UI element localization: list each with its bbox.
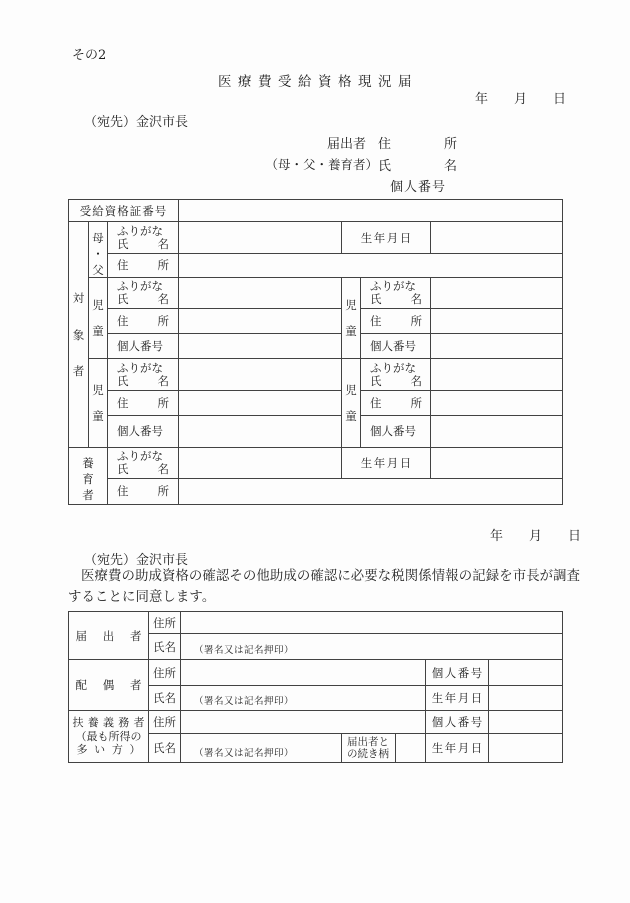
declarant-address-label: 住所 <box>149 612 181 634</box>
child1-id-field[interactable] <box>179 334 342 359</box>
child3-name-label: ふりがな 氏 名 <box>108 359 179 391</box>
furigana-label: ふりがな <box>117 279 163 293</box>
child1-name-label: ふりがな 氏 名 <box>108 278 179 309</box>
group-label-taishosha: 対 象 者 <box>69 222 89 448</box>
child2-address-label: 住 所 <box>361 309 431 334</box>
date-line-2[interactable]: 年 月 日 <box>490 529 582 544</box>
parent-type-label: 母 ・ 父 <box>89 222 108 278</box>
submitter-role-label: 届出者 <box>327 137 367 152</box>
consent-table <box>68 611 563 763</box>
parent-birthdate-label: 生年月日 <box>342 222 431 254</box>
form-title: 医療費受給資格現況届 <box>218 74 418 90</box>
parent-birthdate-field[interactable] <box>431 222 563 254</box>
spouse-address-label: 住所 <box>149 660 181 686</box>
receipt-number-field[interactable] <box>179 200 563 222</box>
spouse-address-field[interactable] <box>181 660 426 686</box>
child4-name-label: ふりがな 氏 名 <box>361 359 431 391</box>
child3-id-label: 個人番号 <box>108 416 179 448</box>
declarant-name-field[interactable] <box>181 634 563 660</box>
spouse-label: 配 偶 者 <box>69 660 149 711</box>
spouse-birthdate-label: 生年月日 <box>426 686 489 711</box>
guardian-birthdate-label: 生年月日 <box>342 448 431 479</box>
dependent-address-label: 住所 <box>149 711 181 734</box>
furigana-label: ふりがな <box>370 279 416 293</box>
child2-id-field[interactable] <box>431 334 563 359</box>
consent-statement: 医療費の助成資格の確認その他助成の確認に必要な税関係情報の記録を市長が調査することに同意します。 <box>68 569 581 605</box>
guardian-name-label: ふりがな 氏 名 <box>108 448 179 479</box>
parent-name-label: ふりがな 氏 名 <box>108 222 179 254</box>
dependent-name-field[interactable] <box>181 734 342 763</box>
child2-id-label: 個人番号 <box>361 334 431 359</box>
guardian-type-label: 養 育 者 <box>69 448 108 505</box>
submitter-id-label: 個人番号 <box>390 180 447 195</box>
child1-type-label: 児 童 <box>89 278 108 359</box>
declarant-name-label: 氏名 <box>149 634 181 660</box>
child1-name-field[interactable] <box>179 278 342 309</box>
child4-type-label: 児 童 <box>342 359 361 448</box>
dependent-address-field[interactable] <box>181 711 426 734</box>
dependent-birthdate-label: 生年月日 <box>426 734 489 763</box>
parent-address-field[interactable] <box>179 254 563 278</box>
child3-type-label: 児 童 <box>89 359 108 448</box>
dependent-id-field[interactable] <box>489 711 563 734</box>
signature-note: （署名又は記名押印） <box>194 645 295 656</box>
page-number-label: その2 <box>72 48 107 63</box>
child4-id-label: 個人番号 <box>361 416 431 448</box>
spouse-name-label: 氏名 <box>149 686 181 711</box>
addressee-line-1: （宛先）金沢市長 <box>84 115 189 130</box>
child4-id-field[interactable] <box>431 416 563 448</box>
spouse-birthdate-field[interactable] <box>489 686 563 711</box>
declarant-address-field[interactable] <box>181 612 563 634</box>
child3-address-field[interactable] <box>179 391 342 416</box>
signature-note: （署名又は記名押印） <box>194 696 295 707</box>
relationship-label: 届出者との続き柄 <box>342 734 396 763</box>
declarant-label: 届 出 者 <box>69 612 149 660</box>
child1-address-field[interactable] <box>179 309 342 334</box>
dependent-birthdate-field[interactable] <box>489 734 563 763</box>
child2-type-label: 児 童 <box>342 278 361 359</box>
dependent-label: 扶 養 義 務 者 （最も所得の 多 い 方 ） <box>69 711 149 763</box>
spouse-id-field[interactable] <box>489 660 563 686</box>
child1-address-label: 住 所 <box>108 309 179 334</box>
spouse-id-label: 個人番号 <box>426 660 489 686</box>
child4-address-field[interactable] <box>431 391 563 416</box>
guardian-address-label: 住 所 <box>108 479 179 505</box>
dependent-id-label: 個人番号 <box>426 711 489 734</box>
child2-address-field[interactable] <box>431 309 563 334</box>
furigana-label: ふりがな <box>117 360 163 375</box>
status-report-table <box>68 199 563 505</box>
child4-address-label: 住 所 <box>361 391 431 416</box>
submitter-role-sub-label: （母・父・養育者） <box>265 157 378 172</box>
child1-id-label: 個人番号 <box>108 334 179 359</box>
child3-id-field[interactable] <box>179 416 342 448</box>
submitter-name-label: 氏 名 <box>378 159 457 174</box>
child2-name-label: ふりがな 氏 名 <box>361 278 431 309</box>
child2-name-field[interactable] <box>431 278 563 309</box>
guardian-name-field[interactable] <box>179 448 342 479</box>
furigana-label: ふりがな <box>370 360 416 375</box>
parent-address-label: 住 所 <box>108 254 179 278</box>
submitter-address-label: 住 所 <box>378 137 457 152</box>
signature-note: （署名又は記名押印） <box>194 748 295 759</box>
addressee-line-2: （宛先）金沢市長 <box>84 553 189 568</box>
child3-name-field[interactable] <box>179 359 342 391</box>
dependent-name-label: 氏名 <box>149 734 181 763</box>
child3-address-label: 住 所 <box>108 391 179 416</box>
guardian-birthdate-field[interactable] <box>431 448 563 479</box>
furigana-label: ふりがな <box>117 223 163 238</box>
date-line-1[interactable]: 年 月 日 <box>475 92 567 107</box>
child4-name-field[interactable] <box>431 359 563 391</box>
guardian-address-field[interactable] <box>179 479 563 505</box>
receipt-number-label: 受給資格証番号 <box>69 200 179 222</box>
furigana-label: ふりがな <box>117 449 163 463</box>
spouse-name-field[interactable] <box>181 686 426 711</box>
relationship-field[interactable] <box>396 734 426 763</box>
parent-name-field[interactable] <box>179 222 342 254</box>
